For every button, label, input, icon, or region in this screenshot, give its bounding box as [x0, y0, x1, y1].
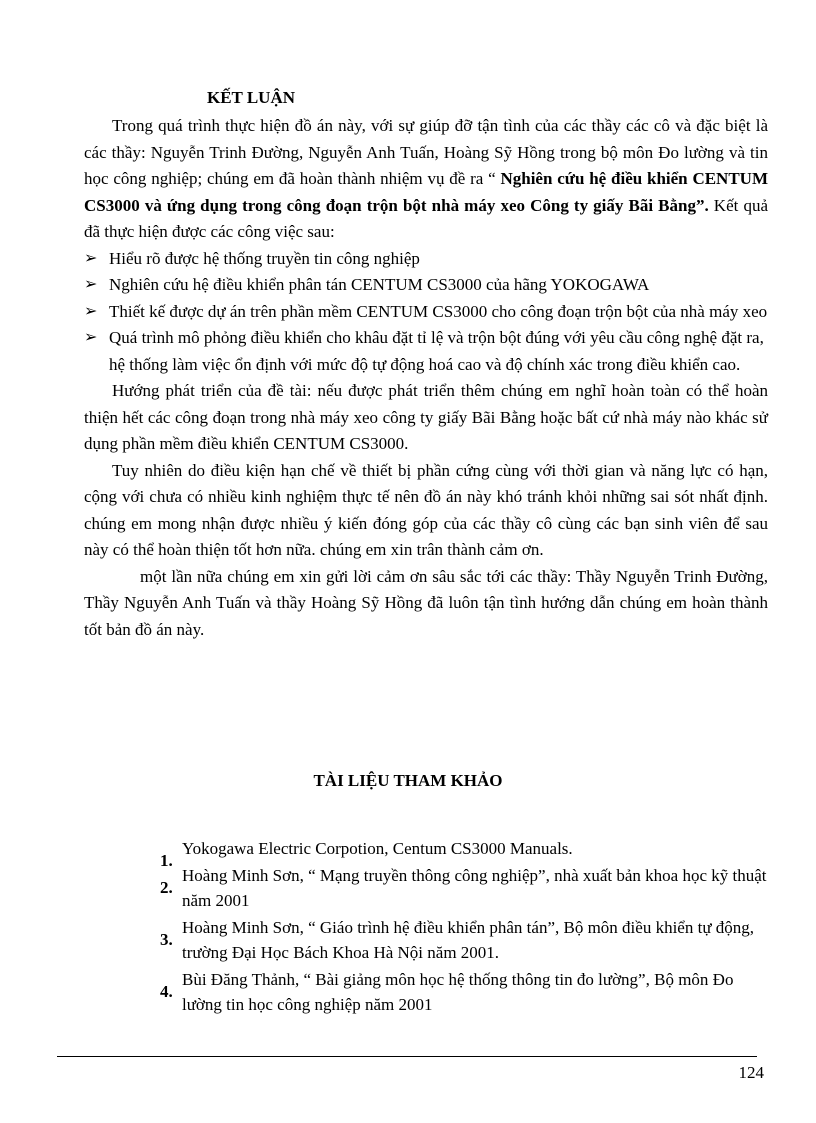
reference-item [150, 915, 770, 965]
reference-text: Hoàng Minh Sơn, “ Mạng truyền thông công nghiệp”, nhà xuất bản khoa học kỹ thuật năm 2001 [182, 866, 767, 910]
list-item-text: Nghiên cứu hệ điều khiển phân tán CENTUM CS3000 của hãng YOKOGAWA [109, 275, 650, 294]
arrow-bullet-icon: ➢ [84, 249, 98, 267]
list-item-text: Thiết kế được dự án trên phần mềm CENTUM CS3000 cho công đoạn trộn bột của nhà máy xeo [109, 301, 768, 321]
intro-tail: Kết quả đã thực hiện được các công việc sau: [84, 195, 768, 241]
arrow-bullet-icon: ➢ [84, 302, 98, 320]
reference-number: 3. [160, 930, 173, 949]
intro-text: Trong quá trình thực hiện đồ án này, với sự giúp đỡ tận tình của các thầy các cô và đặc biệt là các thầy: Nguyễn Trinh Đường, Nguyễn Anh Tuấn, Hoàng Sỹ Hồng trong bộ môn Đo lường và tin học công nghiệp; chúng em đã hoàn thành nhiệm vụ đề ra “ [84, 116, 768, 188]
references-list [150, 836, 770, 1019]
thanks-paragraph: một lần nữa chúng em xin gửi lời cảm ơn sâu sắc tới các thầy: Thầy Nguyễn Trinh Đường, Thầy Nguyễn Anh Tuấn và thầy Hoàng Sỹ Hồng đã luôn tận tình hướng dẫn chúng em hoàn thành tốt bản đồ án này. [84, 566, 768, 639]
reference-item [150, 967, 770, 1017]
project-title: Nghiên cứu hệ điều khiển CENTUM CS3000 và ứng dụng trong công đoạn trộn bột nhà máy xeo Công ty giấy Bãi Bằng”. [84, 169, 768, 215]
list-item [84, 272, 768, 299]
reference-text: Hoàng Minh Sơn, “ Giáo trình hệ điều khiển phân tán”, Bộ môn điều khiển tự động, trường Đại Học Bách Khoa Hà Nội năm 2001. [182, 918, 755, 962]
conclusion-heading: KẾT LUẬN [207, 88, 296, 107]
list-item-text: Quá trình mô phỏng điều khiển cho khâu đặt tỉ lệ và trộn bột đúng với yêu cầu công nghệ đặt ra, hệ thống làm việc ổn định với mức độ tự động hoá cao và độ chính xác trong điều khiển cao. [109, 328, 764, 374]
reference-number: 2. [160, 878, 173, 897]
reference-text: Bùi Đăng Thảnh, “ Bài giảng môn học hệ thống thông tin đo lường”, Bộ môn Đo lường tin học công nghiệp năm 2001 [182, 970, 734, 1014]
page-number: 124 [738, 1063, 764, 1082]
list-item [84, 325, 768, 378]
reference-text: Yokogawa Electric Corpotion, Centum CS3000 Manuals. [182, 839, 573, 858]
list-item [84, 246, 768, 273]
reference-item [150, 836, 770, 870]
intro-paragraph [84, 113, 768, 246]
results-list [84, 246, 768, 379]
references-heading: TÀI LIỆU THAM KHẢO [313, 771, 503, 790]
conclusion-body [84, 113, 768, 643]
reference-number: 4. [160, 982, 173, 1001]
development-paragraph: Hướng phát triển của đề tài: nếu được phát triển thêm chúng em nghĩ hoàn toàn có thể hoàn thiện hết các công đoạn trong nhà máy xeo công ty giấy Bãi Bằng hoặc bất cứ nhà máy nào khác sử dụng phần mềm điều khiển CENTUM CS3000. [84, 381, 768, 453]
reference-number: 1. [160, 851, 173, 870]
reference-item [150, 863, 770, 913]
limitations-paragraph: Tuy nhiên do điều kiện hạn chế về thiết bị phần cứng cùng với thời gian và năng lực có hạn, cộng với chưa có nhiều kinh nghiệm thực tế nên đồ án này khó tránh khỏi những sai sót nhất định. chúng em mong nhận được nhiều ý kiến đóng góp của các thầy cô cùng các bạn sinh viên để sau này có thể hoàn thiện tốt hơn nữa. chúng em xin trân thành cảm ơn. [84, 460, 768, 559]
footer-divider [57, 1056, 757, 1057]
arrow-bullet-icon: ➢ [84, 276, 98, 293]
arrow-bullet-icon: ➢ [84, 329, 98, 346]
list-item-text: Hiểu rõ được hệ thống truyền tin công nghiệp [109, 248, 420, 268]
list-item [84, 299, 768, 326]
